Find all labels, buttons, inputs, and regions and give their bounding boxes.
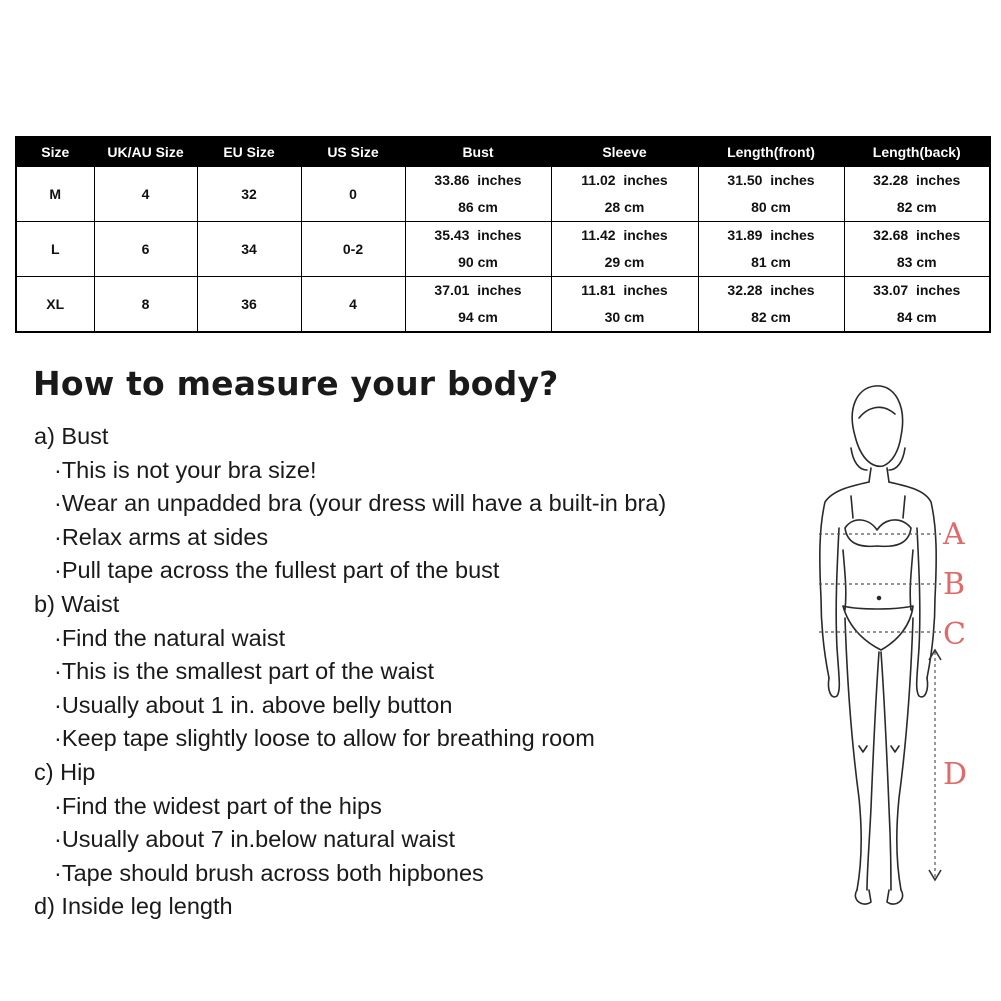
label-c: C [943, 617, 966, 652]
label-b: B [943, 567, 966, 602]
sleeve-inches: 11.02 inches [581, 172, 668, 188]
feet-outline [855, 890, 902, 904]
guide-item: ·Usually about 7 in.below natural waist [54, 826, 456, 853]
length-front-cm: 81 cm [751, 254, 791, 270]
sleeve-cm: 29 cm [604, 254, 645, 270]
guide-item: ·Tape should brush across both hipbones [54, 859, 484, 886]
us-cell: 0 [301, 167, 405, 222]
bust-inches: 35.43 inches [434, 227, 522, 243]
eu-cell: 34 [197, 222, 301, 277]
measure-guide [34, 420, 754, 924]
body-measurement-figure [795, 378, 985, 918]
bust-cm: 90 cm [458, 254, 498, 270]
length-back-cell [844, 167, 990, 222]
bust-inches: 37.01 inches [434, 282, 522, 298]
length-back-cm: 82 cm [896, 199, 937, 215]
neck-outline [869, 468, 889, 482]
eu-cell: 32 [197, 167, 301, 222]
right-hand [917, 648, 928, 697]
length-back-cell [844, 277, 990, 333]
header-uk-au-size: UK/AU Size [94, 137, 197, 167]
eu-cell: 36 [197, 277, 301, 333]
guide-item: ·Usually about 1 in. above belly button [54, 691, 453, 718]
bra-outline [845, 520, 911, 546]
sleeve-cm: 30 cm [604, 309, 645, 325]
briefs-outline [843, 606, 913, 650]
guide-item: ·Wear an unpadded bra (your dress will have a built-in bra) [54, 490, 667, 517]
sleeve-inches: 11.81 inches [581, 282, 668, 298]
size-cell: L [16, 222, 94, 277]
uk-au-cell: 4 [94, 167, 197, 222]
header-bust: Bust [405, 137, 551, 167]
header-sleeve: Sleeve [551, 137, 698, 167]
section-heading-inside-leg: d) Inside leg length [34, 893, 233, 920]
table-header-row [16, 137, 990, 167]
us-cell: 0-2 [301, 222, 405, 277]
guide-item: ·Pull tape across the fullest part of the bust [54, 557, 500, 584]
length-back-cell [844, 222, 990, 277]
length-front-inches: 32.28 inches [727, 282, 815, 298]
sleeve-cell [551, 277, 698, 333]
sleeve-inches: 11.42 inches [581, 227, 668, 243]
length-front-cell [698, 167, 844, 222]
section-heading-waist: b) Waist [34, 590, 120, 617]
guide-item: ·Find the natural waist [54, 624, 286, 651]
us-cell: 4 [301, 277, 405, 333]
length-front-cm: 80 cm [751, 199, 791, 215]
bust-inches: 33.86 inches [434, 172, 522, 188]
sleeve-cell [551, 222, 698, 277]
size-cell: XL [16, 277, 94, 333]
length-front-cm: 82 cm [751, 309, 791, 325]
guide-item: ·This is the smallest part of the waist [54, 658, 435, 685]
guide-item: ·Relax arms at sides [54, 523, 269, 550]
length-back-inches: 32.28 inches [873, 172, 961, 188]
sleeve-cell [551, 167, 698, 222]
legs-outline [845, 618, 913, 890]
length-back-inches: 33.07 inches [873, 282, 961, 298]
bust-cell [405, 277, 551, 333]
header-eu-size: EU Size [197, 137, 301, 167]
header-length-back: Length(back) [844, 137, 990, 167]
length-back-cm: 84 cm [896, 309, 937, 325]
guide-title: How to measure your body? [33, 364, 559, 403]
length-front-inches: 31.50 inches [727, 172, 815, 188]
table-row [16, 222, 990, 277]
uk-au-cell: 8 [94, 277, 197, 333]
length-back-inches: 32.68 inches [873, 227, 961, 243]
guide-item: ·Find the widest part of the hips [54, 792, 382, 819]
table-row [16, 277, 990, 333]
guide-item: ·This is not your bra size! [54, 456, 317, 483]
left-hand [828, 648, 839, 697]
bust-cell [405, 167, 551, 222]
label-a: A [943, 517, 965, 552]
size-cell: M [16, 167, 94, 222]
bust-cell [405, 222, 551, 277]
length-front-cell [698, 277, 844, 333]
header-size: Size [16, 137, 94, 167]
sleeve-cm: 28 cm [604, 199, 645, 215]
length-back-cm: 83 cm [896, 254, 937, 270]
bust-cm: 86 cm [458, 199, 498, 215]
uk-au-cell: 6 [94, 222, 197, 277]
head-outline [852, 386, 902, 466]
guide-item: ·Keep tape slightly loose to allow for breathing room [54, 725, 595, 752]
length-front-inches: 31.89 inches [727, 227, 815, 243]
section-heading-hip: c) Hip [34, 758, 96, 785]
header-length-front: Length(front) [698, 137, 844, 167]
section-heading-bust: a) Bust [34, 423, 109, 449]
length-front-cell [698, 222, 844, 277]
label-d: D [943, 757, 968, 792]
header-us-size: US Size [301, 137, 405, 167]
size-chart-table [15, 136, 991, 333]
bust-cm: 94 cm [458, 309, 498, 325]
table-row [16, 167, 990, 222]
